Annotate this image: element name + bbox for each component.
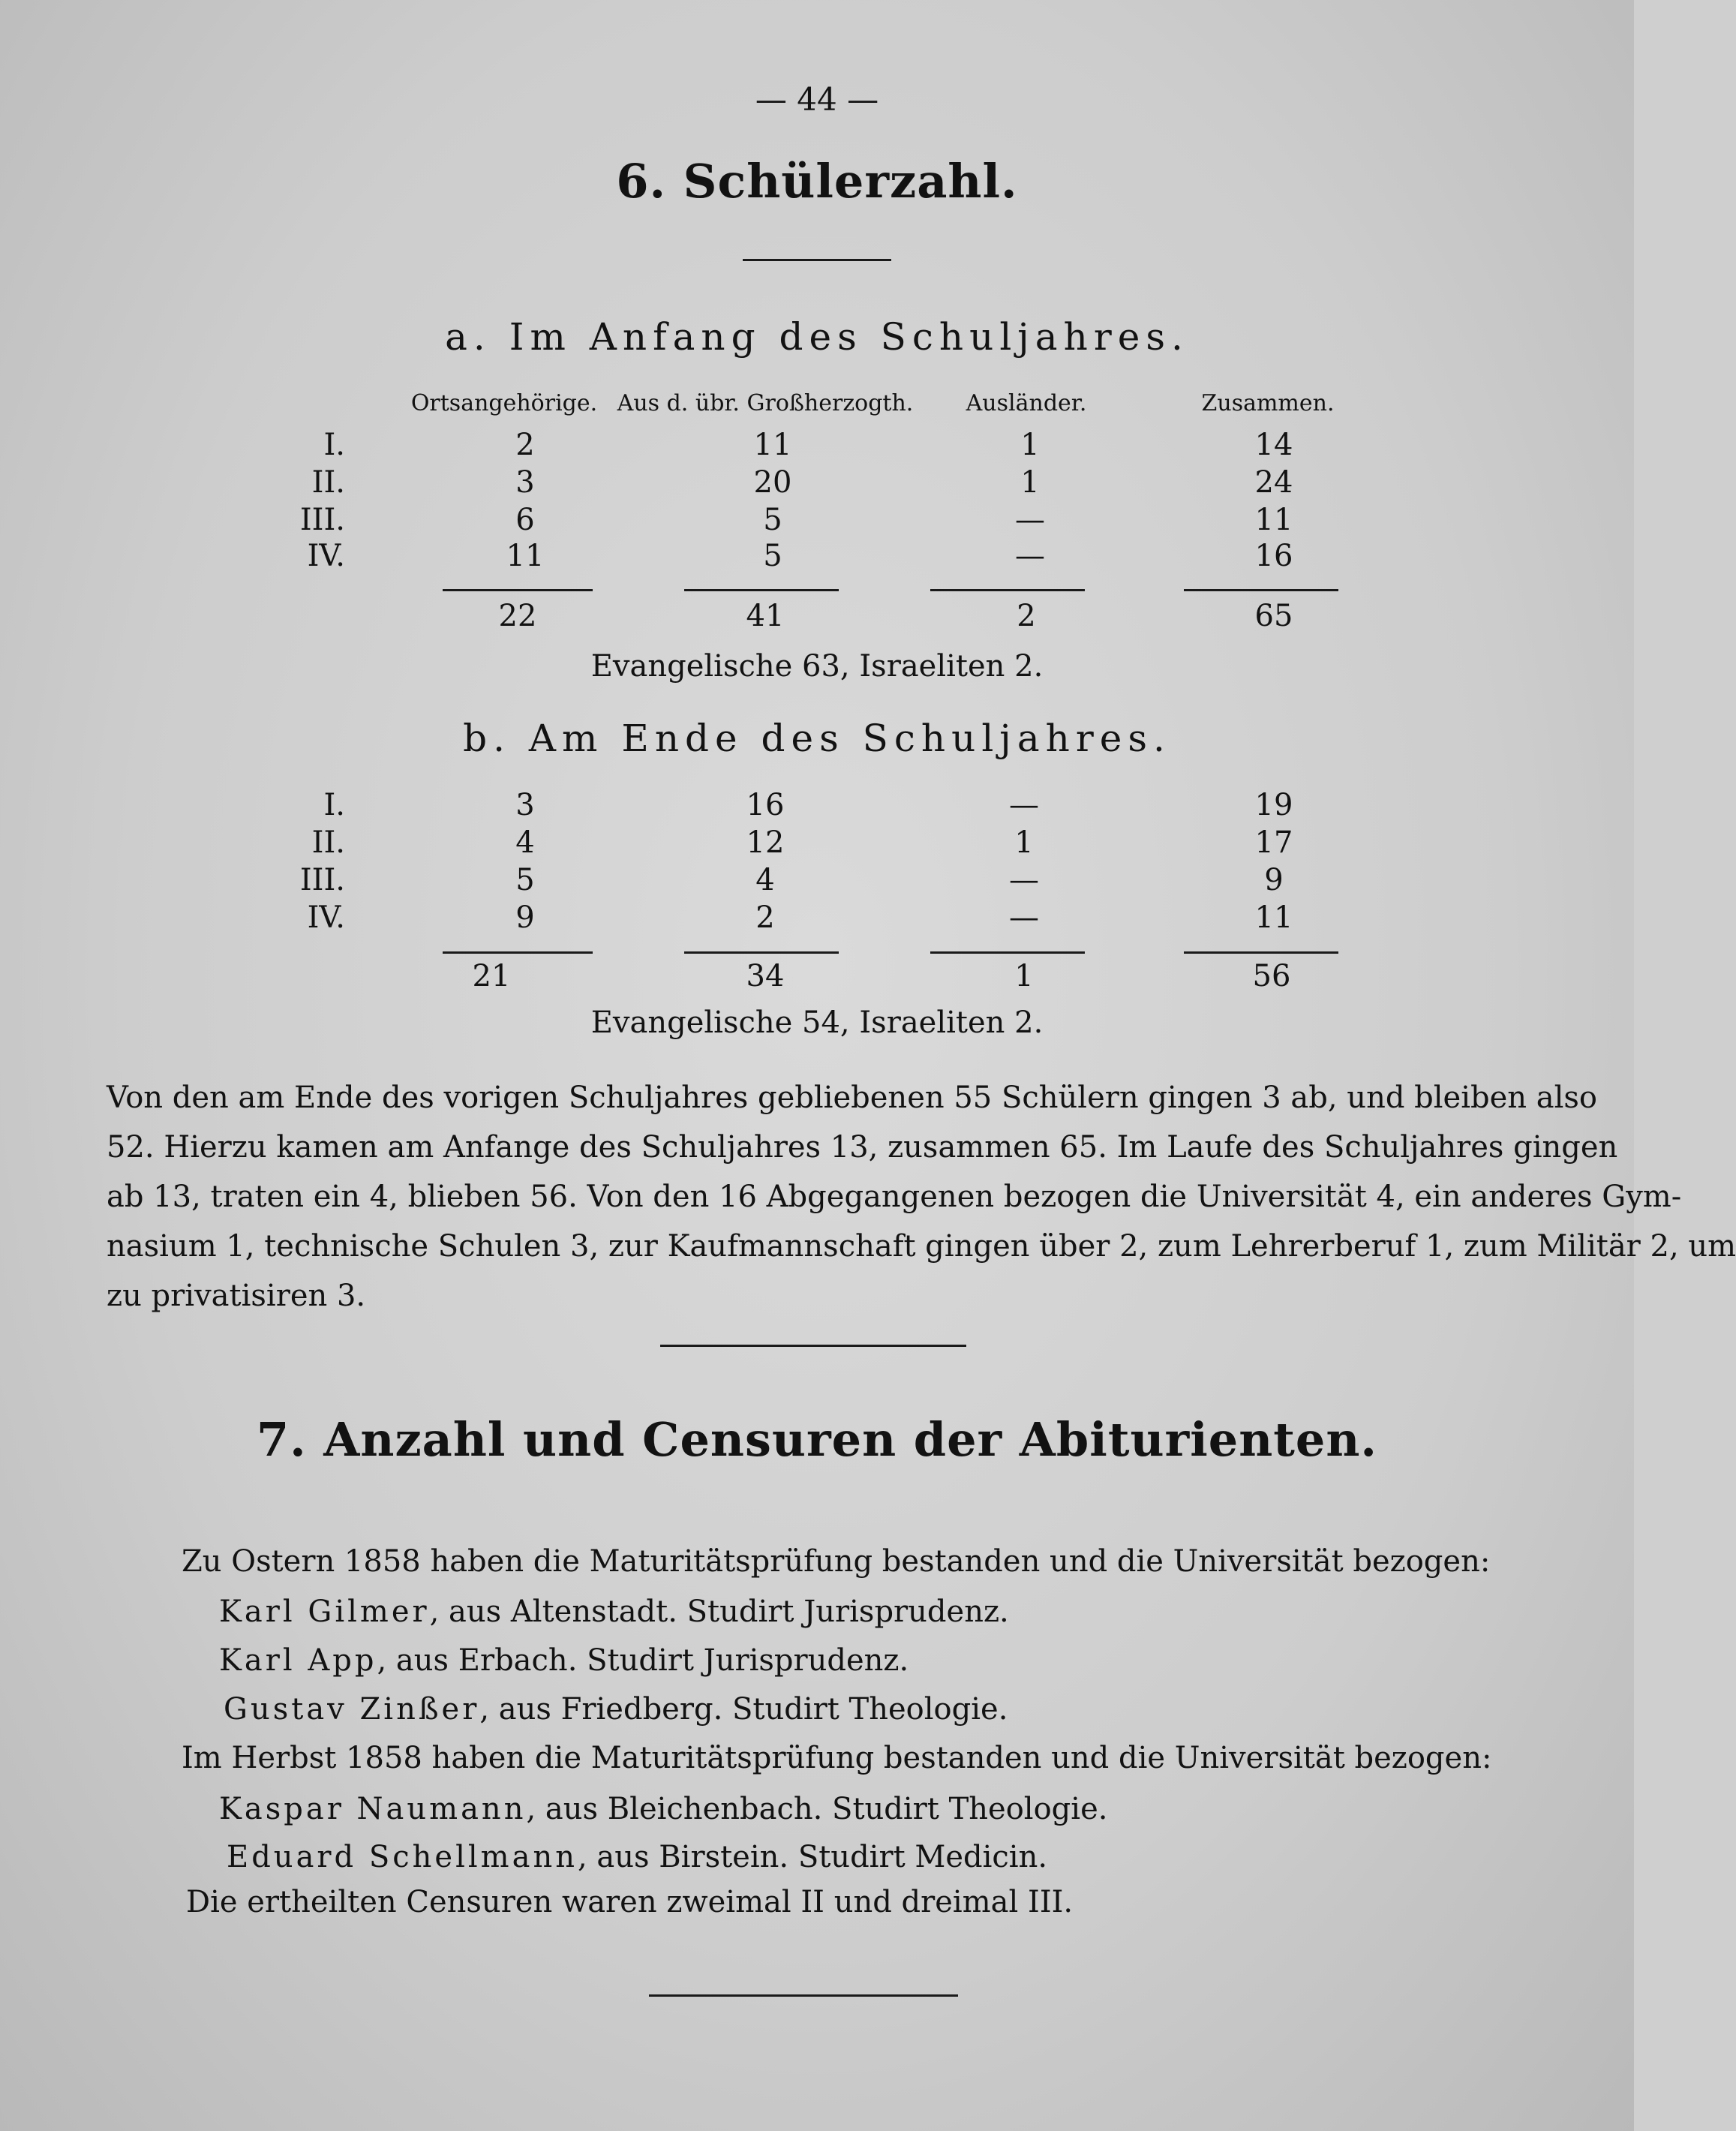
divider-rule [743, 259, 891, 261]
sum-rule [930, 951, 1085, 954]
row-label: III. [299, 503, 345, 537]
table-cell: 5 [515, 863, 535, 897]
column-header-zusammen: Zusammen. [1201, 390, 1335, 416]
table-cell: 2 [515, 428, 535, 462]
table-cell: — [1009, 863, 1039, 897]
sum-rule [930, 589, 1085, 591]
table-cell: 1 [1014, 825, 1034, 860]
sum-rule [443, 951, 593, 954]
table-cell: 6 [515, 503, 535, 537]
sum-rule [684, 589, 839, 591]
total-cell: 41 [746, 599, 785, 633]
table-cell: 19 [1254, 788, 1293, 822]
column-header-ortsangehoerige: Ortsangehörige. [410, 390, 598, 416]
student-entry [219, 1792, 1107, 1826]
autumn-intro: Im Herbst 1858 haben die Maturitätsprüfung bestanden und die Universität bezogen: [182, 1741, 1492, 1775]
student-entry [224, 1692, 1008, 1727]
student-name: Gustav Zinßer [224, 1692, 480, 1727]
divider-rule [660, 1345, 966, 1347]
total-cell: 22 [498, 599, 537, 633]
part-a-title: a. Im Anfang des Schuljahres. [445, 315, 1189, 359]
row-label: II. [311, 825, 345, 860]
row-label: II. [311, 465, 345, 500]
paragraph-line: ab 13, traten ein 4, blieben 56. Von den 16 Abgegangenen bezogen die Universität 4, ein anderes Gym- [107, 1180, 1682, 1214]
student-details: , aus Friedberg. Studirt Theologie. [479, 1692, 1008, 1727]
sum-rule [1184, 589, 1338, 591]
table-cell: 5 [763, 539, 782, 573]
row-label: I. [323, 788, 345, 822]
paragraph-line: nasium 1, technische Schulen 3, zur Kaufmannschaft gingen über 2, zum Lehrerberuf 1, zum Militär 2, um [107, 1229, 1736, 1264]
table-cell: 11 [753, 428, 792, 462]
easter-intro: Zu Ostern 1858 haben die Maturitätsprüfung bestanden und die Universität bezogen: [182, 1544, 1491, 1579]
sum-rule [684, 951, 839, 954]
sum-rule [1184, 951, 1338, 954]
table-cell: — [1015, 539, 1045, 573]
column-header-auslaender: Ausländer. [966, 390, 1087, 416]
total-cell: 56 [1252, 959, 1291, 993]
section-6-title: 6. Schülerzahl. [616, 154, 1018, 209]
table-cell: 4 [755, 863, 775, 897]
table-cell: 11 [506, 539, 545, 573]
row-label: III. [299, 863, 345, 897]
table-cell: 11 [1254, 503, 1293, 537]
part-b-summary: Evangelische 54, Israeliten 2. [590, 1005, 1044, 1040]
paragraph-line: 52. Hierzu kamen am Anfange des Schuljahres 13, zusammen 65. Im Laufe des Schuljahres gingen [107, 1130, 1618, 1165]
paragraph-line: zu privatisiren 3. [107, 1279, 366, 1313]
section-7-title: 7. Anzahl und Censuren der Abiturienten. [256, 1412, 1378, 1467]
student-name: Eduard Schellmann [227, 1840, 578, 1874]
table-cell: 17 [1254, 825, 1293, 860]
student-details: , aus Altenstadt. Studirt Jurisprudenz. [429, 1594, 1009, 1629]
total-cell: 1 [1014, 959, 1034, 993]
student-name: Kaspar Naumann [219, 1792, 527, 1826]
table-cell: 14 [1254, 428, 1293, 462]
row-label: IV. [307, 539, 345, 573]
student-entry [227, 1840, 1047, 1874]
table-cell: 2 [755, 900, 775, 935]
table-cell: — [1015, 503, 1045, 537]
student-entry [219, 1594, 1009, 1629]
student-name: Karl Gilmer [219, 1594, 430, 1629]
table-cell: 9 [515, 900, 535, 935]
closing-line: Die ertheilten Censuren waren zweimal II und dreimal III. [186, 1885, 1074, 1919]
part-b-title: b. Am Ende des Schuljahres. [463, 717, 1171, 760]
total-cell: 65 [1254, 599, 1293, 633]
paragraph-line: Von den am Ende des vorigen Schuljahres gebliebenen 55 Schülern gingen 3 ab, und bleiben also [107, 1081, 1598, 1115]
page-number: — 44 — [755, 81, 879, 118]
table-cell: 4 [515, 825, 535, 860]
total-cell: 34 [746, 959, 785, 993]
table-cell: 20 [753, 465, 792, 500]
table-cell: 3 [515, 465, 535, 500]
table-cell: 1 [1020, 465, 1040, 500]
student-entry [219, 1643, 909, 1678]
table-cell: 16 [1254, 539, 1293, 573]
divider-rule [649, 1994, 958, 1997]
total-cell: 2 [1017, 599, 1036, 633]
total-cell: 21 [472, 959, 511, 993]
student-details: , aus Bleichenbach. Studirt Theologie. [526, 1792, 1108, 1826]
table-cell: — [1009, 788, 1039, 822]
sum-rule [443, 589, 593, 591]
table-cell: 11 [1254, 900, 1293, 935]
table-cell: 24 [1254, 465, 1293, 500]
row-label: IV. [307, 900, 345, 935]
table-cell: 3 [515, 788, 535, 822]
enrollment-paragraph [107, 1073, 1736, 1321]
table-cell: — [1009, 900, 1039, 935]
student-details: , aus Birstein. Studirt Medicin. [577, 1840, 1048, 1874]
table-cell: 9 [1264, 863, 1284, 897]
student-name: Karl App [219, 1643, 377, 1678]
table-cell: 5 [763, 503, 782, 537]
part-a-summary: Evangelische 63, Israeliten 2. [590, 649, 1044, 684]
column-header-grossherzogthum: Aus d. übr. Großherzogth. [617, 390, 914, 416]
table-cell: 16 [746, 788, 785, 822]
table-cell: 1 [1020, 428, 1040, 462]
row-label: I. [323, 428, 345, 462]
student-details: , aus Erbach. Studirt Jurisprudenz. [377, 1643, 909, 1678]
table-cell: 12 [746, 825, 785, 860]
